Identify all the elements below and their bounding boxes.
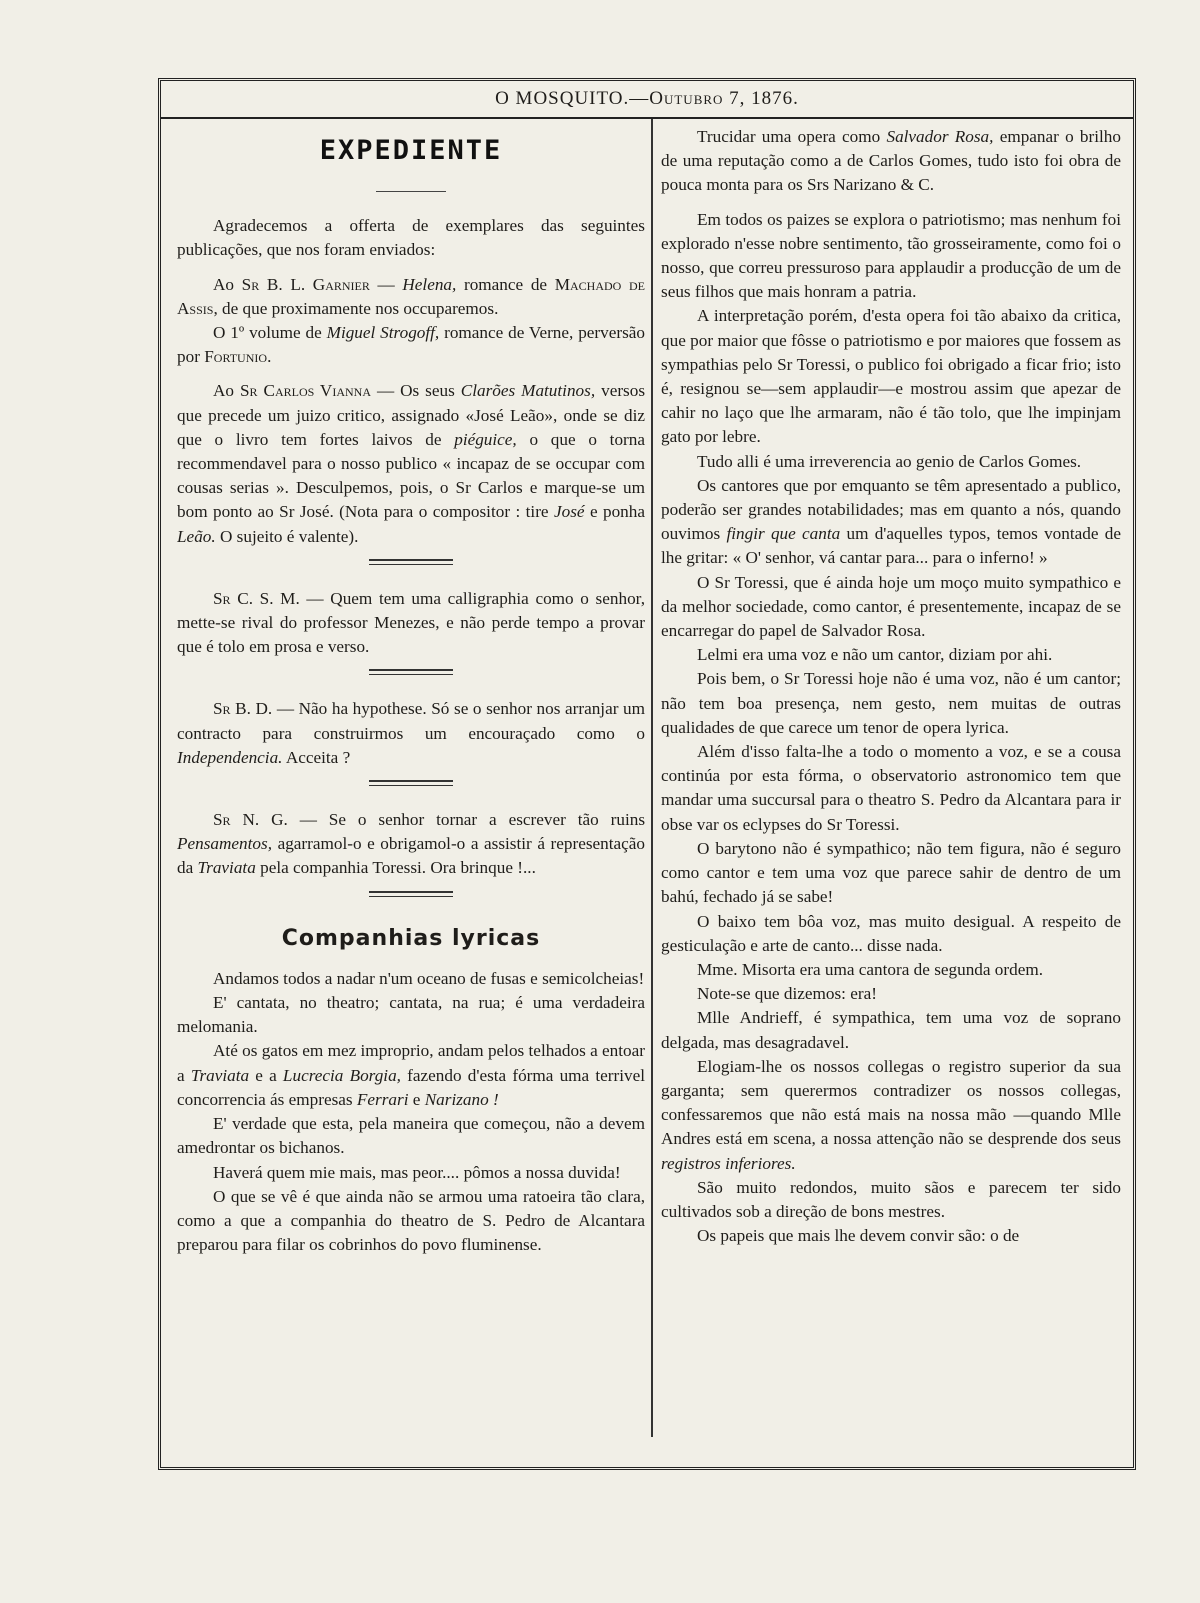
paragraph: Até os gatos em mez improprio, andam pelos telhados a entoar a Traviata e a Lucrecia Borgia, fazendo d'esta fórma uma terrivel concorrencia ás empresas Ferrari e Narizano ! xyxy=(177,1041,645,1109)
paragraph: São muito redondos, muito sãos e parecem ter sido cultivados sob a direção de bons mestres. xyxy=(661,1177,1121,1221)
paragraph: Tudo alli é uma irreverencia ao genio de Carlos Gomes. xyxy=(697,451,1082,471)
double-divider xyxy=(369,891,453,897)
paragraph: Note-se que dizemos: era! xyxy=(697,984,877,1004)
paragraph: Sr B. D. — Não ha hypothese. Só se o senhor nos arranjar um contracto para construirmos um encouraçado como o Independencia. Acceita ? xyxy=(177,699,645,767)
paragraph: O que se vê é que ainda não se armou uma ratoeira tão clara, como a que a companhia do theatro de S. Pedro de Alcantara preparou para filar os cobrinhos do povo fluminense. xyxy=(177,1186,645,1255)
divider xyxy=(376,191,446,192)
paragraph: Em todos os paizes se explora o patriotismo; mas nenhum foi explorado n'esse nobre sentimento, tão grosseiramente, como foi o nosso, que correu pressuroso para applaudir a producção de um de seus filhos que mais honram a patria. xyxy=(661,209,1121,302)
double-divider xyxy=(369,780,453,786)
paragraph: E' verdade que esta, pela maneira que começou, não a devem amedrontar os bichanos. xyxy=(177,1114,645,1158)
paragraph: Trucidar uma opera como Salvador Rosa, empanar o brilho de uma reputação como a de Carlos Gomes, tudo isto foi obra de pouca monta para os Srs Narizano & C. xyxy=(661,127,1121,195)
paragraph: Ao Sr B. L. Garnier — Helena, romance de Machado de Assis, de que proximamente nos occuparemos. xyxy=(177,274,645,318)
masthead-date: Outubro 7, 1876. xyxy=(649,88,799,109)
paragraph: O barytono não é sympathico; não tem figura, não é seguro como cantor e tem uma voz que parece sahir de dentro de um bahú, fechado já se sabe! xyxy=(661,838,1121,907)
paragraph: Andamos todos a nadar n'um oceano de fusas e semicolcheias! xyxy=(213,968,645,988)
double-divider xyxy=(369,669,453,675)
paragraph: Ao Sr Carlos Vianna — Os seus Clarões Matutinos, versos que precede um juizo critico, assignado «José Leão», onde se diz que o livro tem fortes laivos de piéguice, o que o torna recommendavel para o nosso publico « incapaz de se occupar com cousas serias ». Desculpemos, pois, o Sr Carlos e marque-se um bom ponto ao Sr José. (Nota para o compositor : tire José e ponha Leão. O sujeito é valente). xyxy=(177,381,645,546)
paragraph: Mme. Misorta era uma cantora de segunda ordem. xyxy=(697,959,1044,979)
paragraph: A interpretação porém, d'esta opera foi tão abaixo da critica, que por maior que fôsse o patriotismo e por maiores que fossem as sympathias pelo Sr Toressi, o publico foi obrigado a ficar frio; isto é, resignou se—sem applaudir—e mostrou assim que apezar de cahir no laço que lhe armaram, não é tão tolo, que lhe impinjam gato por lebre. xyxy=(661,306,1121,447)
masthead-title: O MOSQUITO.— xyxy=(495,88,650,109)
paragraph: Agradecemos a offerta de exemplares das seguintes publicações, que nos foram enviados: xyxy=(177,216,645,260)
left-column xyxy=(177,125,645,1445)
paragraph: Sr N. G. — Se o senhor tornar a escrever tão ruins Pensamentos, agarramol-o e obrigamol-o a assistir á representação da Traviata pela companhia Toressi. Ora brinque !... xyxy=(177,810,645,878)
page-frame xyxy=(158,78,1136,1470)
paragraph: Haverá quem mie mais, mas peor.... pômos a nossa duvida! xyxy=(213,1162,621,1182)
column-divider xyxy=(651,119,653,1437)
paragraph: O 1º volume de Miguel Strogoff, romance de Verne, perversão por Fortunio. xyxy=(177,323,645,367)
paragraph: Pois bem, o Sr Toressi hoje não é uma voz, não é um cantor; não tem boa presença, nem gesto, nem muitas de outras qualidades de que carece um tenor de opera lyrica. xyxy=(661,669,1121,737)
paragraph: O baixo tem bôa voz, mas muito desigual. A respeito de gesticulação e arte de canto... disse nada. xyxy=(661,911,1121,955)
paragraph: Elogiam-lhe os nossos collegas o registro superior da sua garganta; sem querermos contradizer os nossos collegas, confessaremos que não está mais na nossa mão —quando Mlle Andres está em scena, a nossa attenção não se desprende dos seus registros inferiores. xyxy=(661,1056,1121,1173)
paragraph: O Sr Toressi, que é ainda hoje um moço muito sympathico e da melhor sociedade, como cantor, é presentemente, incapaz de se encarregar do papel de Salvador Rosa. xyxy=(661,572,1121,641)
paragraph: Lelmi era uma voz e não um cantor, diziam por ahi. xyxy=(697,645,1053,665)
paragraph: Além d'isso falta-lhe a todo o momento a voz, e se a cousa continúa por esta fórma, o observatorio astronomico tem que mandar uma succursal para o theatro S. Pedro da Alcantara para ir obse var os eclypses do Sr Toressi. xyxy=(661,742,1121,834)
section-heading-expediente: EXPEDIENTE xyxy=(319,135,503,166)
page-header xyxy=(161,81,1133,119)
paragraph: Os papeis que mais lhe devem convir são: o de xyxy=(697,1226,1020,1246)
double-divider xyxy=(369,559,453,565)
section-heading-companhias: Companhias lyricas xyxy=(281,925,541,951)
paragraph: Os cantores que por emquanto se têm apresentado a publico, poderão ser grandes notabilidades; mas em quanto a nós, quando ouvimos fingir que canta um d'aquelles typos, temos vontade de lhe gritar: « O' senhor, vá cantar para... para o inferno! » xyxy=(661,475,1121,568)
paragraph: Mlle Andrieff, é sympathica, tem uma voz de soprano delgada, mas desagradavel. xyxy=(661,1008,1121,1052)
paragraph: Sr C. S. M. — Quem tem uma calligraphia como o senhor, mette-se rival do professor Menezes, e não perde tempo a provar que é tolo em prosa e verso. xyxy=(177,588,645,657)
paragraph: E' cantata, no theatro; cantata, na rua; é uma verdadeira melomania. xyxy=(177,993,645,1037)
right-column xyxy=(661,125,1121,1445)
